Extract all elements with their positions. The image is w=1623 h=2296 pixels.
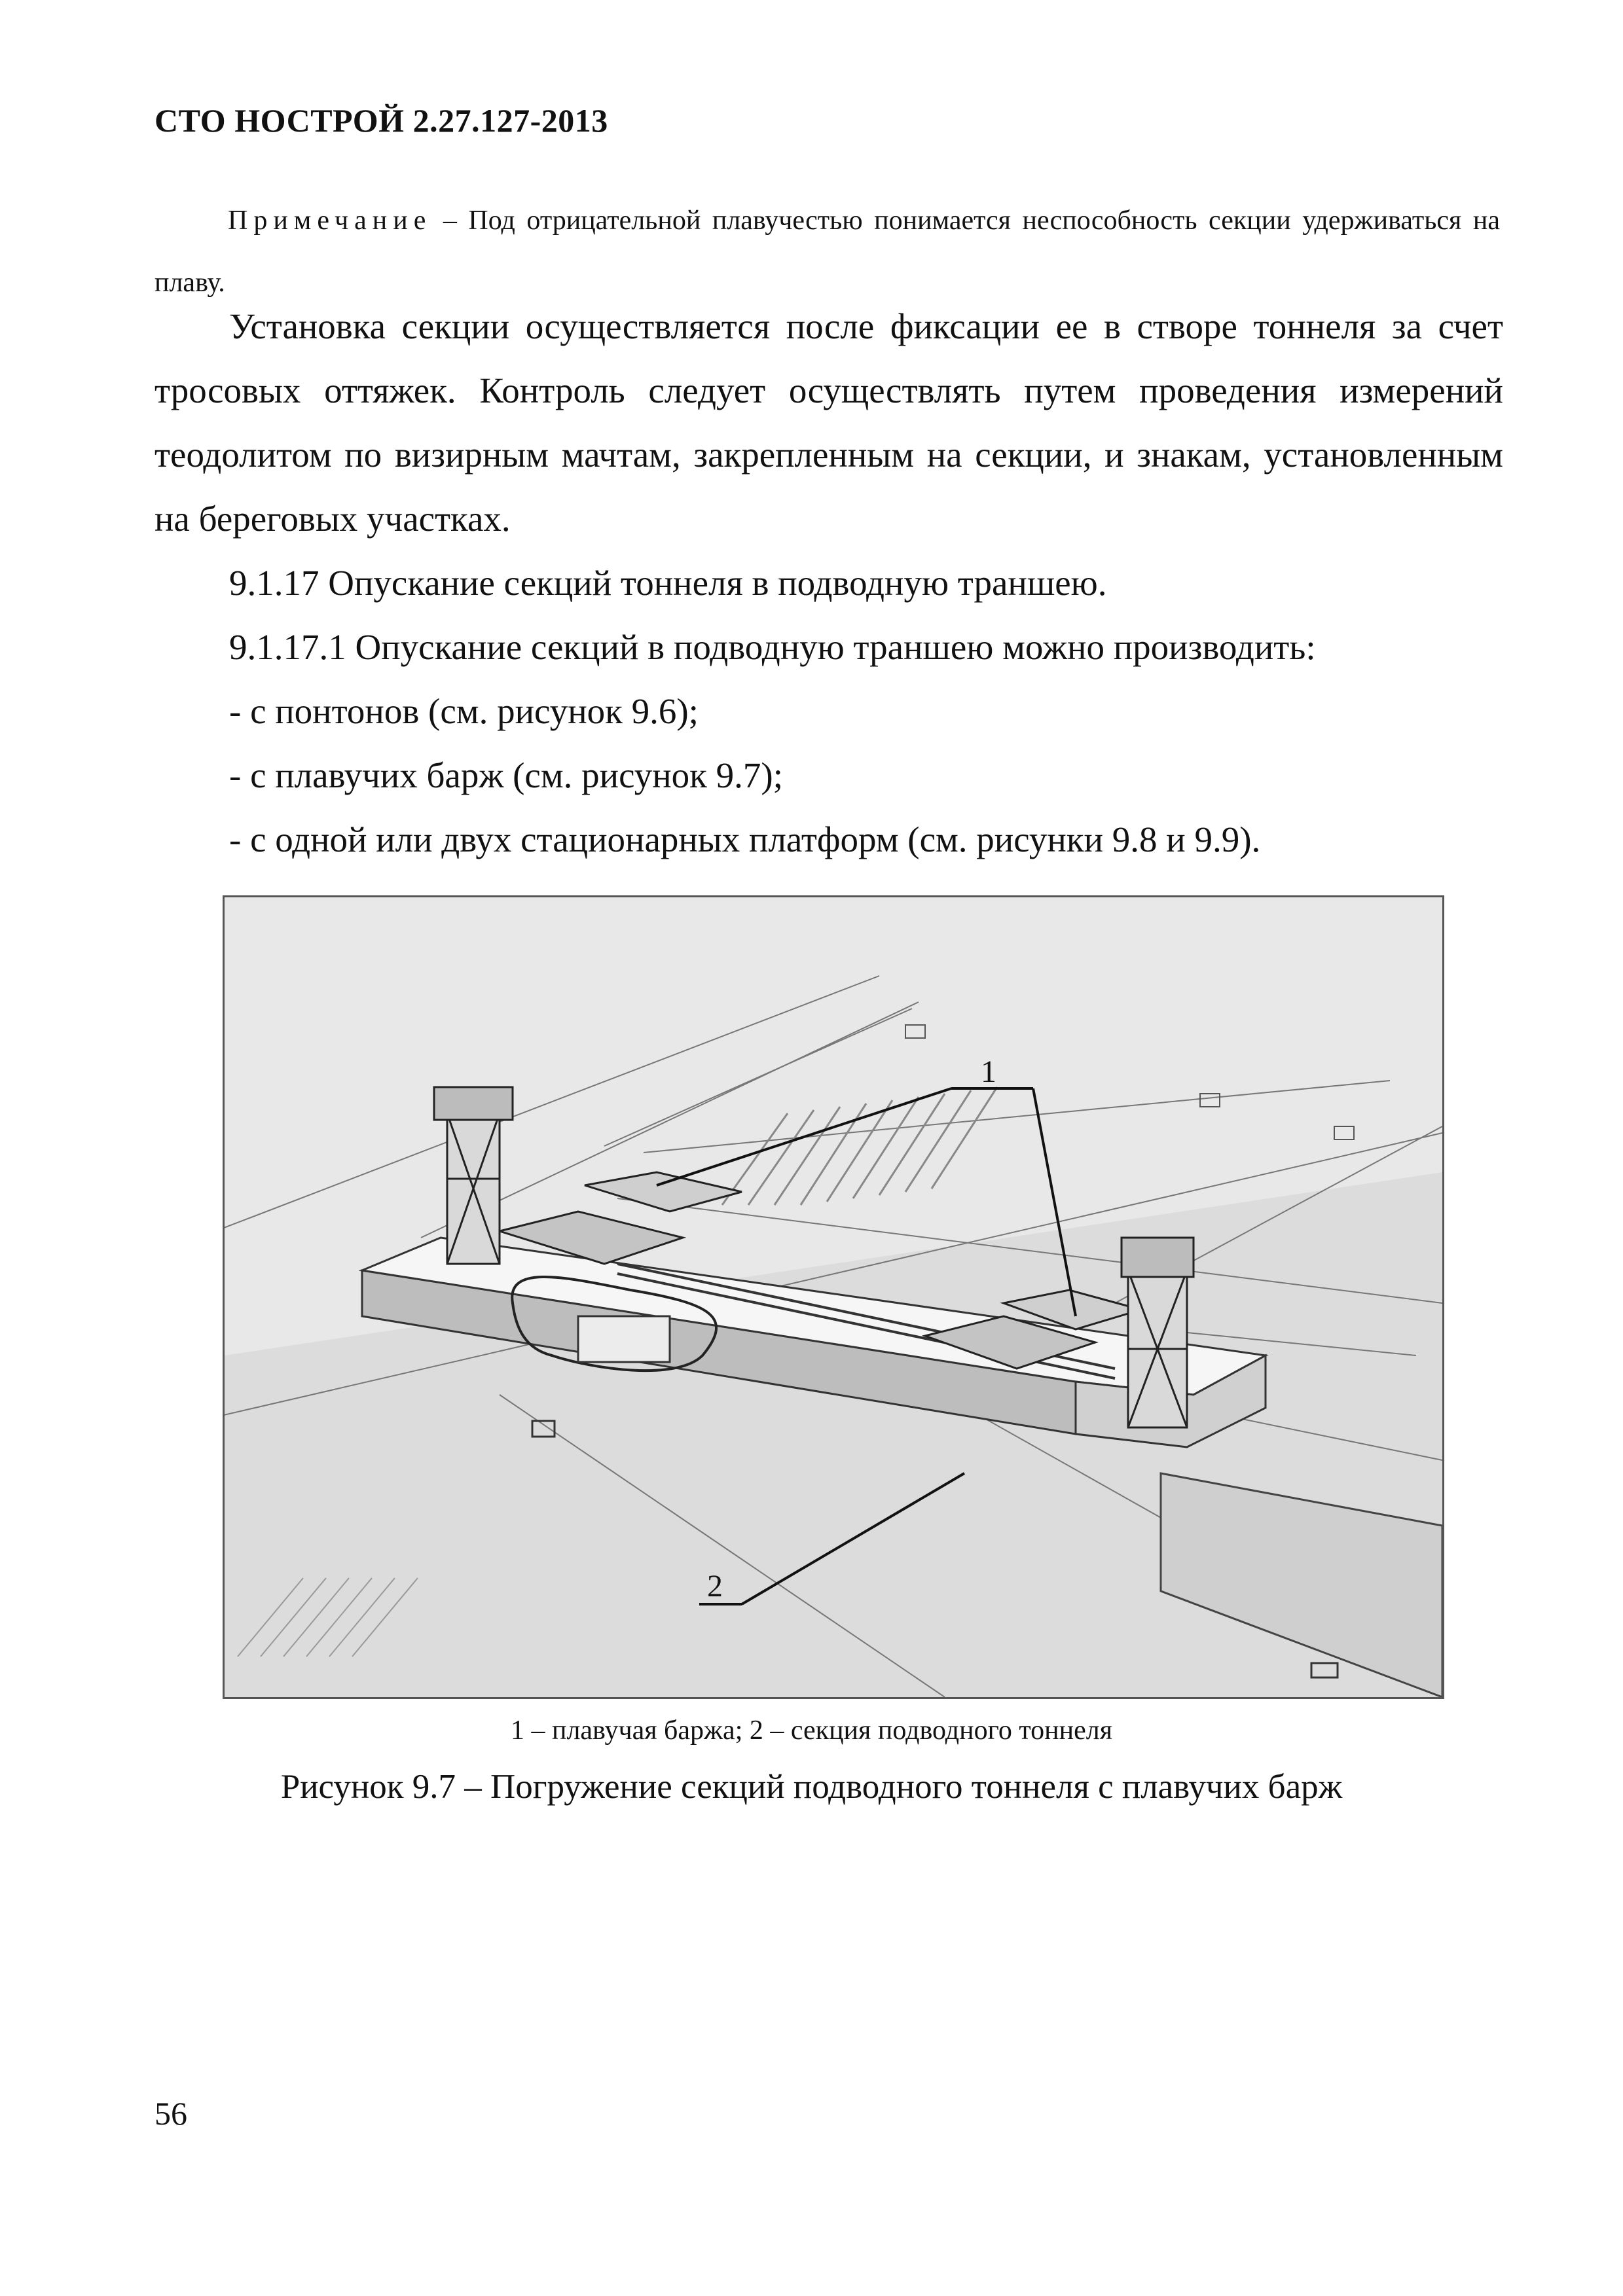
figure-legend: 1 – плавучая баржа; 2 – секция подводного тоннеля [510, 1715, 1113, 1746]
callout-1-label: 1 [981, 1054, 996, 1089]
figure-title: Рисунок 9.7 – Погружение секций подводного тоннеля с плавучих барж [280, 1768, 1343, 1806]
list-item-pontoons: - с понтонов (см. рисунок 9.6); [229, 691, 699, 731]
paragraph-installation: Установка секции осуществляется после фиксации ее в створе тоннеля за счет тросовых оттяжек. Контроль следует осуществлять путем проведения измерений теодолитом по визирным мачтам, закрепленным на секции, и знакам, установленным на береговых участках. [155, 306, 1503, 539]
paragraph-9-1-17-1: 9.1.17.1 Опускание секций в подводную траншею можно производить: [229, 627, 1316, 667]
callout-2-label: 2 [707, 1569, 723, 1604]
note-label: Примечание [228, 206, 432, 236]
paragraph-9-1-17: 9.1.17 Опускание секций тоннеля в подводную траншею. [229, 563, 1107, 603]
figure-illustration [223, 895, 1444, 1699]
document-header: СТО НОСТРОЙ 2.27.127-2013 [155, 102, 608, 139]
list-item-barges: - с плавучих барж (см. рисунок 9.7); [229, 755, 784, 795]
page-number: 56 [155, 2095, 187, 2132]
body-text [155, 295, 1503, 872]
note-text: – Под отрицательной плавучестью понимается неспособность секции удерживаться на плаву. [155, 206, 1500, 298]
list-item-platforms: - с одной или двух стационарных платформ (см. рисунки 9.8 и 9.9). [229, 819, 1261, 859]
